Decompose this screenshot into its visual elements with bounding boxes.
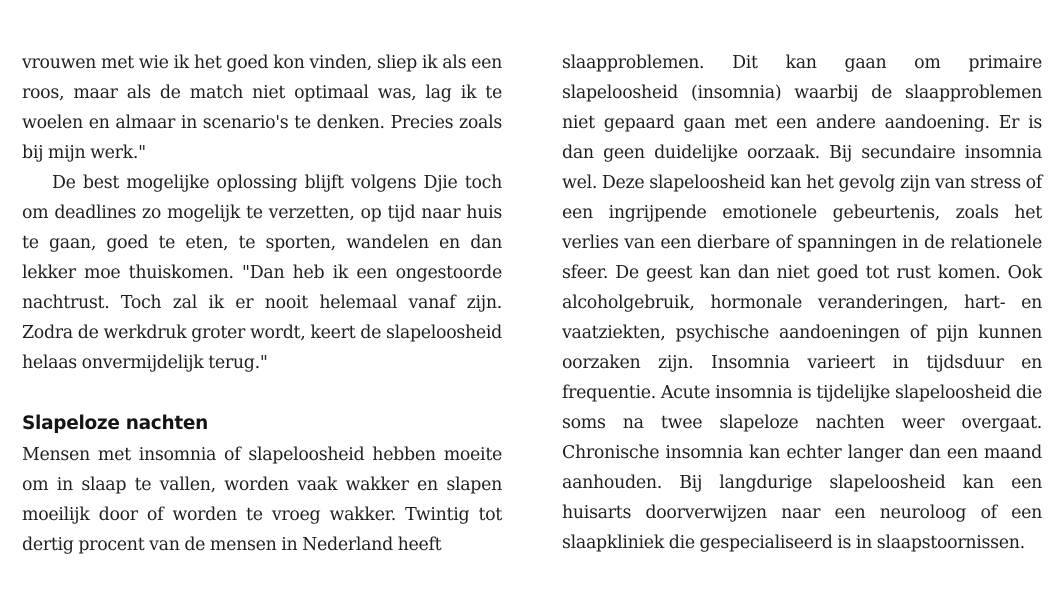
paragraph-djie-solution: De best mogelijke oplossing blijft volgens Djie toch om deadlines zo mogelijk te verzetten, op tijd naar huis te gaan, goed te eten, te sporten, wandelen en dan lekker moe thuiskomen. "Dan heb ik een ongestoorde nachtrust. Toch zal ik er nooit helemaal vanaf zijn. Zodra de werkdruk groter wordt, keert de slapeloosheid helaas onvermijdelijk terug.": [22, 173, 502, 373]
left-column: [22, 48, 502, 560]
section-heading: Slapeloze nachten: [22, 413, 208, 434]
paragraph-insomnia-intro: Mensen met insomnia of slapeloosheid hebben moeite om in slaap te vallen, worden vaak wakker en slapen moeilijk door of worden te vroeg wakker. Twintig tot dertig procent van de mensen in Nederland heeft: [22, 445, 502, 555]
paragraph-continuation: vrouwen met wie ik het goed kon vinden, sliep ik als een roos, maar als de match niet optimaal was, lag ik te woelen en almaar in scenario's te denken. Precies zoals bij mijn werk.": [22, 53, 502, 163]
right-column: [562, 48, 1042, 558]
paragraph-insomnia-details: slaapproblemen. Dit kan gaan om primaire slapeloosheid (insomnia) waarbij de slaapproblemen niet gepaard gaan met een andere aandoening. Er is dan geen duidelijke oorzaak. Bij secundaire insomnia wel. Deze slapeloosheid kan het gevolg zijn van stress of een ingrijpende emotionele gebeurtenis, zoals het verlies van een dierbare of spanningen in de relationele sfeer. De geest kan dan niet goed tot rust komen. Ook alcoholgebruik, hormonale veranderingen, hart- en vaatziekten, psychische aandoeningen of pijn kunnen oorzaken zijn. Insomnia varieert in tijdsduur en frequentie. Acute insomnia is tijdelijke slapeloosheid die soms na twee slapeloze nachten weer overgaat. Chronische insomnia kan echter langer dan een maand aanhouden. Bij langdurige slapeloosheid kan een huisarts doorverwijzen naar een neuroloog of een slaapkliniek die gespecialiseerd is in slaapstoornissen.: [562, 53, 1042, 553]
